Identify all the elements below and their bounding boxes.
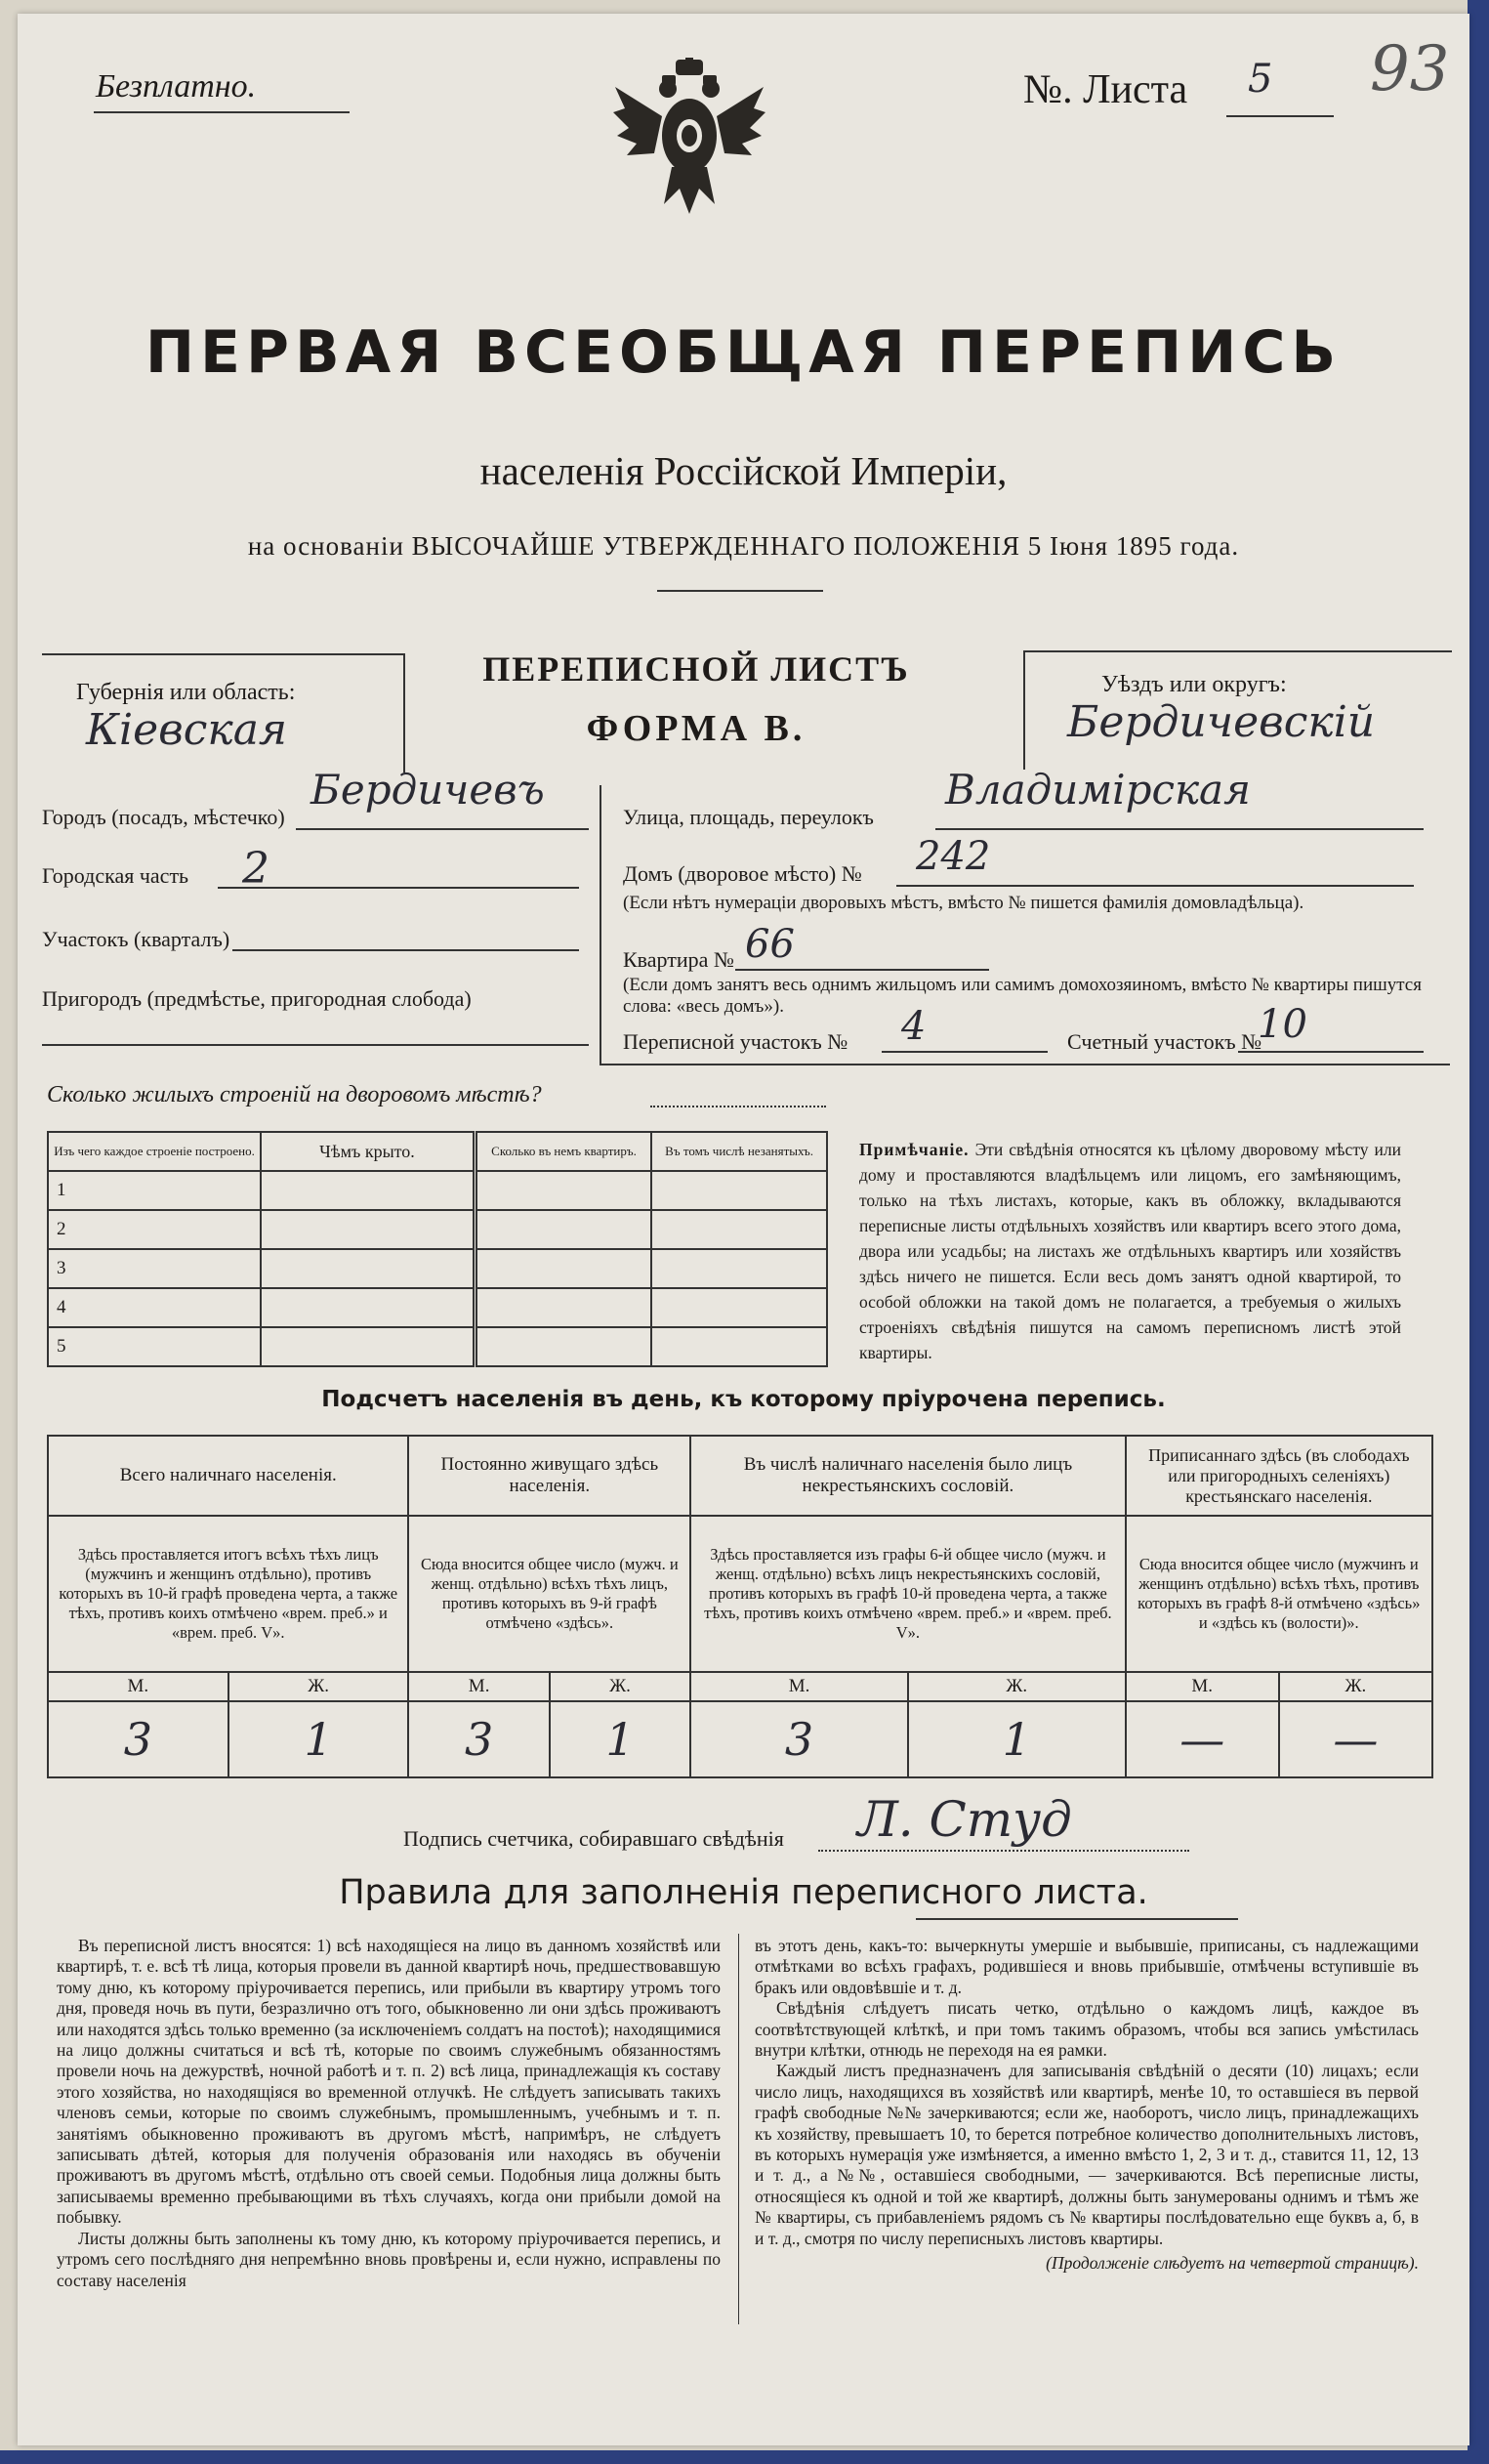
signature-line: [818, 1850, 1189, 1852]
buildings-row: 2: [48, 1210, 261, 1249]
address-divider: [600, 785, 601, 1064]
count-nonpeasant-f: 1: [908, 1701, 1126, 1777]
street-underline: [935, 828, 1424, 830]
buildings-row: 1: [48, 1171, 261, 1210]
rules-paragraph: Въ переписной листъ вносятся: 1) всѣ находящіеся на лицо въ данномъ хозяйствѣ или квартирѣ, т. е. всѣ тѣ лица, которыя провели въ данной квартирѣ ночь, предшествовавшую тому дню, къ которому пріурочивается перепись, или прибыли въ квартиру утромъ того дня, проведя ночь въ пути, безразлично отъ того, обыкновенно ли они здѣсь проживаютъ или находятся здѣсь только временно (за исключеніемъ солдатъ на постоѣ); находящимися на лицо должны считаться и всѣ тѣ, которые по своимъ служебнымъ обязанностямъ провели ночь на дежурствѣ, ночной работѣ и т. п. 2) всѣ лица, принадлежащія къ составу этого хозяйства, но находящіяся во временной отлучкѣ. Не слѣдуетъ записывать такихъ членовъ семьи, которые по своимъ служебнымъ, промышленнымъ, учебнымъ и т. п. занятіямъ обыкновенно проживаютъ въ другомъ мѣстѣ, напримѣръ, не слѣдуетъ записывать дѣтей, которыя для полученія образованія или находясь въ обученіи проживаютъ въ другомъ мѣстѣ, отдѣльно отъ своей семьи. Подобныя лица должны быть записываемы временно пребывающими въ тѣхъ случаяхъ, когда они прибыли домой на побывку.: [57, 1936, 721, 2228]
buildings-row: 5: [48, 1327, 261, 1366]
form-label: ФОРМА В.: [586, 708, 807, 749]
buildings-col-roof: Чѣмъ крыто.: [261, 1132, 475, 1171]
count-col-nonpeasant: Въ числѣ наличнаго населенія было лицъ некрестьянскихъ сословій.: [690, 1436, 1125, 1516]
count-f-label: Ж.: [908, 1672, 1126, 1701]
buildings-answer-line: [650, 1106, 826, 1107]
buildings-question: Сколько жилыхъ строеній на дворовомъ мѣстѣ?: [47, 1082, 542, 1107]
district-underline: [218, 887, 579, 889]
enumerator-signature: Л. Студ: [857, 1791, 1072, 1848]
city-underline: [296, 828, 589, 830]
count-peasant-m: —: [1126, 1701, 1279, 1777]
note-text: Эти свѣдѣнія относятся къ цѣлому дворовому мѣсту или дому и проставляются владѣльцемъ или лицомъ, его замѣняющимъ, только на тѣхъ листахъ, которые, какъ въ обложку, вкладываются переписные листы отдѣльныхъ хозяйствъ или квартиръ всего этого дома, двора или усадьбы; на листахъ же отдѣльныхъ квартиръ или хозяйствъ здѣсь ничего не пишется. Если весь домъ занятъ одной квартирой, то особой обложки на такой домъ не полагается, а требуемыя о жилыхъ строеніяхъ свѣдѣнія пишутся на самомъ переписномъ листѣ этой квартиры.: [859, 1140, 1402, 1362]
count-resident-f: 1: [550, 1701, 690, 1777]
rules-continued: (Продолженіе слѣдуетъ на четвертой страницѣ).: [1046, 2253, 1419, 2274]
rules-heading-rule: [916, 1918, 1238, 1920]
buildings-row: 3: [48, 1249, 261, 1288]
district-value: 2: [242, 844, 269, 894]
archive-number: 93: [1370, 33, 1450, 105]
count-m-label: М.: [1126, 1672, 1279, 1701]
count-nonpeasant-m: 3: [690, 1701, 908, 1777]
rules-left-column: [57, 1936, 721, 2291]
signature-label: Подпись счетчика, собиравшаго свѣдѣнія: [403, 1826, 784, 1851]
count-col-peasant: Приписаннаго здѣсь (въ слободахъ или пригородныхъ селеніяхъ) крестьянскаго населенія.: [1126, 1436, 1432, 1516]
sheet-number-value: 5: [1248, 57, 1273, 102]
count-total-m: 3: [48, 1701, 228, 1777]
rules-right-column: [755, 1936, 1419, 2275]
note-title: Примѣчаніе.: [859, 1140, 970, 1159]
count-desc-resident: Сюда вносится общее число (мужч. и женщ. отдѣльно) всѣхъ тѣхъ лицъ, противъ которыхъ въ 9-й графѣ отмѣчено «здѣсь».: [408, 1516, 690, 1672]
buildings-col-apartments: Сколько въ немъ квартиръ.: [475, 1132, 651, 1171]
imperial-eagle-icon: [611, 58, 767, 224]
title-rule: [657, 590, 823, 592]
count-desc-total: Здѣсь проставляется итогъ всѣхъ тѣхъ лицъ (мужчинъ и женщинъ отдѣльно), противъ которыхъ въ 10-й графѣ проведена черта, а также тѣхъ, противъ коихъ отмѣчено «врем. преб.» и «врем. преб. V».: [48, 1516, 408, 1672]
count-f-label: Ж.: [550, 1672, 690, 1701]
rules-heading: Правила для заполненія переписного листа.: [339, 1873, 1148, 1912]
count-m-label: М.: [48, 1672, 228, 1701]
city-value: Бердичевъ: [310, 766, 545, 814]
house-label: Домъ (дворовое мѣсто) №: [623, 861, 862, 886]
buildings-col-vacant: Въ томъ числѣ незанятыхъ.: [651, 1132, 827, 1171]
count-m-label: М.: [408, 1672, 549, 1701]
city-label: Городъ (посадъ, мѣстечко): [42, 805, 285, 829]
free-label: Безплатно.: [96, 68, 257, 104]
suburb-label: Пригородъ (предмѣстье, пригородная слобода): [42, 986, 472, 1011]
buildings-col-material: Изъ чего каждое строеніе построено.: [48, 1132, 261, 1171]
count-f-label: Ж.: [1279, 1672, 1432, 1701]
rules-paragraph: Каждый листъ предназначенъ для записыванія свѣдѣній о десяти (10) лицахъ; если число лицъ, находящихся въ хозяйствѣ или квартирѣ, менѣе 10, то оставшіеся въ первой графѣ свободные №№ зачеркиваются; если же, наоборотъ, число лицъ, принадлежащихъ къ хозяйству, превышаетъ 10, то берется потребное количество дополнительныхъ листовъ, въ которыхъ нумерація уже измѣняется, а именно вмѣсто 1, 2, 3 и т. д., ставится 11, 12, 13 и т. д., а №№, оставшіеся свободными, — зачеркиваются. Всѣ переписные листы, относящіеся къ одной и той же квартирѣ, должны быть занумерованы однимъ и тѣмъ же № квартиры, съ прибавленіемъ рядомъ съ № квартиры послѣдовательно еще буквъ а, б, в и т. д., смотря по числу переписныхъ листовъ квартиры.: [755, 2061, 1419, 2248]
house-underline: [896, 885, 1414, 887]
apartment-label: Квартира №: [623, 947, 734, 972]
count-area-underline: [1238, 1051, 1424, 1053]
street-label: Улица, площадь, переулокъ: [623, 805, 874, 829]
count-col-total: Всего наличнаго населенія.: [48, 1436, 408, 1516]
census-subtitle: населенія Россійской Имперіи,: [479, 448, 1008, 493]
uezd-value: Бердичевскій: [1067, 697, 1376, 747]
free-underline: [94, 111, 350, 113]
house-note: (Если нѣтъ нумераціи дворовыхъ мѣстъ, вмѣсто № пишется фамилія домовладѣльца).: [623, 893, 1304, 913]
count-desc-nonpeasant: Здѣсь проставляется изъ графы 6-й общее число (мужч. и женщ. отдѣльно) всѣхъ лицъ некрестьянскихъ сословій, противъ которыхъ въ графѣ 10-й проведена черта, а также тѣхъ, противъ коихъ отмѣчено «врем. преб.» и «врем. преб. V».: [690, 1516, 1125, 1672]
census-sheet: [18, 14, 1469, 2445]
count-desc-peasant: Сюда вносится общее число (мужчинъ и женщинъ отдѣльно) всѣхъ тѣхъ, противъ которыхъ въ графѣ 8-й отмѣчено «здѣсь» и «здѣсь къ (волости)».: [1126, 1516, 1432, 1672]
count-resident-m: 3: [408, 1701, 549, 1777]
census-area-value: 4: [901, 1004, 927, 1049]
apartment-note: (Если домъ занятъ весь однимъ жильцомъ или самимъ домохозяиномъ, вмѣсто № квартиры пишутся слова: «весь домъ»).: [623, 975, 1422, 1017]
count-peasant-f: —: [1279, 1701, 1432, 1777]
apartment-value: 66: [745, 922, 795, 967]
census-area-label: Переписной участокъ №: [623, 1029, 848, 1054]
house-value: 242: [916, 834, 991, 879]
district-label: Городская часть: [42, 863, 189, 888]
buildings-note: [859, 1137, 1401, 1365]
province-value: Кіевская: [86, 705, 288, 755]
census-basis: на основаніи ВЫСОЧАЙШЕ УТВЕРЖДЕННАГО ПОЛОЖЕНІЯ 5 Іюня 1895 года.: [247, 531, 1240, 561]
rules-paragraph: Свѣдѣнія слѣдуетъ писать четко, отдѣльно о каждомъ лицѣ, каждое въ соотвѣтствующей клѣткѣ, и при томъ такимъ образомъ, чтобы вся запись умѣстилась внутри клѣтки, отнюдь не переходя на ея рамки.: [755, 1998, 1419, 2061]
count-f-label: Ж.: [228, 1672, 409, 1701]
suburb-underline: [42, 1044, 589, 1046]
count-area-label: Счетный участокъ №: [1067, 1029, 1262, 1054]
street-value: Владимірская: [945, 766, 1251, 814]
sheet-number-label: №. Листа: [1023, 67, 1188, 112]
section-underline: [232, 949, 579, 951]
buildings-row: 4: [48, 1288, 261, 1327]
rules-paragraph: Листы должны быть заполнены къ тому дню, къ которому пріурочивается перепись, и утромъ сего послѣдняго дня непремѣнно вновь провѣрены и, если нужно, исправлены по составу населенія: [57, 2228, 721, 2290]
count-heading: Подсчетъ населенія въ день, къ которому пріурочена перепись.: [321, 1387, 1166, 1412]
count-area-value: 10: [1258, 1002, 1307, 1047]
page-bottom-edge: [0, 2450, 1489, 2464]
rules-divider: [738, 1934, 739, 2324]
count-col-resident: Постоянно живущаго здѣсь населенія.: [408, 1436, 690, 1516]
apartment-underline: [735, 969, 989, 971]
address-bottom-rule: [600, 1064, 1450, 1065]
buildings-table: [47, 1131, 828, 1367]
uezd-label: Уѣздъ или округъ:: [1101, 672, 1287, 697]
page-edge: [1468, 0, 1489, 2464]
sheet-number-underline: [1226, 115, 1334, 117]
count-total-f: 1: [228, 1701, 409, 1777]
section-label: Участокъ (кварталъ): [42, 927, 230, 951]
count-m-label: М.: [690, 1672, 908, 1701]
sheet-title: ПЕРЕПИСНОЙ ЛИСТЪ: [482, 649, 910, 689]
rules-paragraph: въ этотъ день, какъ-то: вычеркнуты умершіе и выбывшіе, приписаны, съ надлежащими отмѣтками во всѣхъ графахъ, родившіеся и вновь прибывшіе, отмѣчены вступившіе въ бракъ или овдовѣвшіе и т. д.: [755, 1936, 1419, 1997]
population-count-table: [47, 1435, 1433, 1778]
province-label: Губернія или область:: [76, 680, 296, 705]
census-area-underline: [882, 1051, 1048, 1053]
census-title: ПЕРВАЯ ВСЕОБЩАЯ ПЕРЕПИСЬ: [145, 318, 1343, 387]
